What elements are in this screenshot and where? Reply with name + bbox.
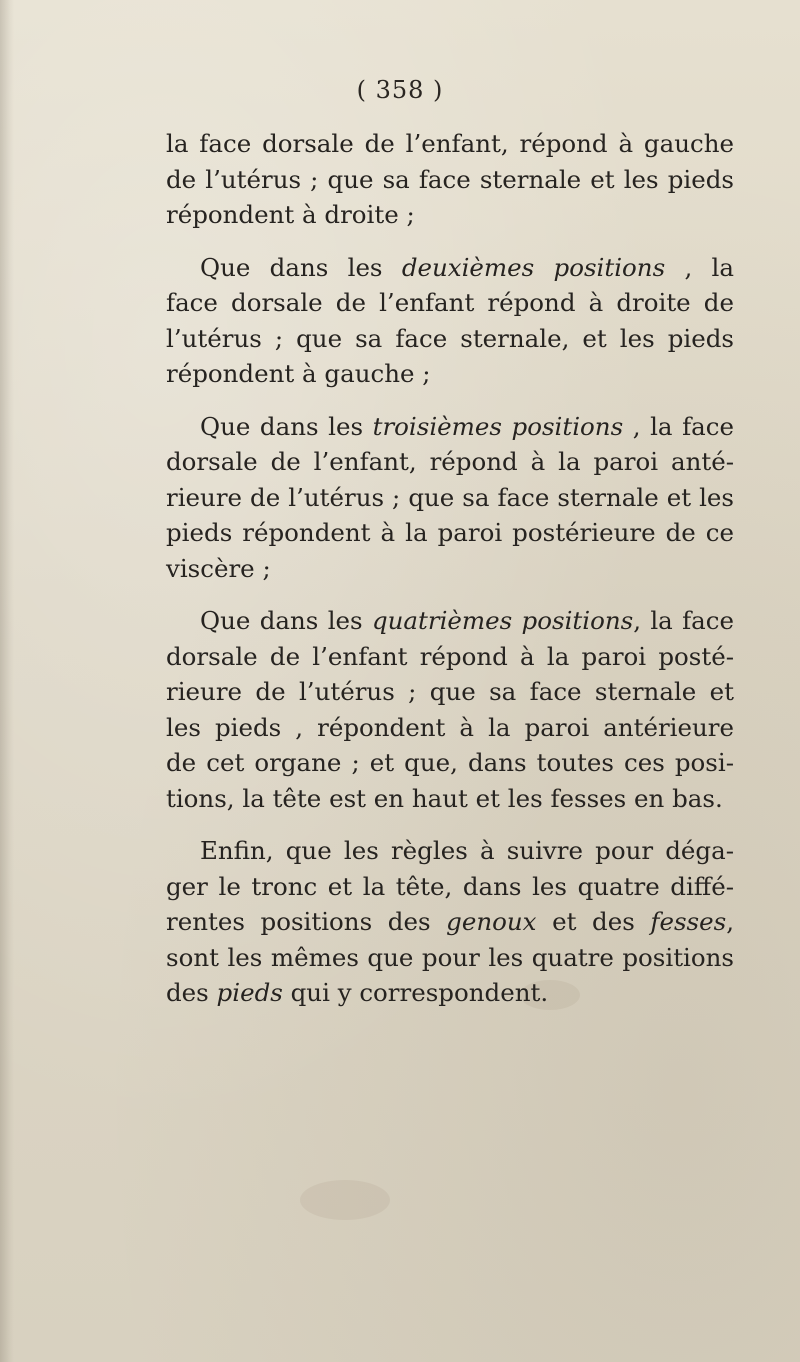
paragraph xyxy=(166,126,734,233)
text-line: répondent à droite ; xyxy=(166,200,415,229)
italic-term: quatrièmes positions xyxy=(371,606,634,635)
italic-term: fesses xyxy=(650,907,727,936)
text-line: les pieds , répondent à la paroi antérieure xyxy=(166,712,734,742)
text-line: pieds répondent à la paroi postérieure de ce xyxy=(166,518,734,547)
text-line: Que dans les troisièmes positions , la face xyxy=(200,411,734,441)
text-line: l’utérus ; que sa face sternale, et les pieds xyxy=(166,323,734,353)
page-number: ( 358 ) xyxy=(356,76,444,104)
text-line: des pieds qui y correspondent. xyxy=(166,978,549,1007)
text-line: de l’utérus ; que sa face sternale et les pieds xyxy=(166,164,734,194)
text-line: rieure de l’utérus ; que sa face sternale et les xyxy=(166,482,734,512)
page-binding-shadow xyxy=(0,0,14,1362)
paragraph xyxy=(166,833,734,1011)
text-line: répondent à gauche ; xyxy=(166,359,431,388)
text-line: dorsale de l’enfant répond à la paroi posté- xyxy=(166,641,734,671)
text-line: Que dans les deuxièmes positions , la xyxy=(200,252,734,282)
italic-term: troisièmes positions xyxy=(372,411,624,441)
text-line: sont les mêmes que pour les quatre positions xyxy=(166,942,734,972)
text-line: rieure de l’utérus ; que sa face sternale et xyxy=(166,677,734,706)
text-line: face dorsale de l’enfant répond à droite de xyxy=(166,288,734,317)
text-line: rentes positions des genoux et des fesses, xyxy=(166,907,734,936)
text-line: Enfin, que les règles à suivre pour déga- xyxy=(200,836,734,865)
text-line: dorsale de l’enfant, répond à la paroi anté- xyxy=(166,447,734,476)
paragraph xyxy=(166,250,734,392)
italic-term: deuxièmes positions xyxy=(401,252,666,282)
text-line: la face dorsale de l’enfant, répond à gauche xyxy=(166,129,734,158)
italic-term: pieds xyxy=(216,978,283,1007)
paragraph xyxy=(166,603,734,816)
text-line: viscère ; xyxy=(166,553,271,583)
text-line: Que dans les quatrièmes positions, la face xyxy=(200,606,734,635)
text-line: ger le tronc et la tête, dans les quatre diffé- xyxy=(166,871,734,901)
italic-term: genoux xyxy=(446,907,537,936)
text-line: tions, la tête est en haut et les fesses en bas. xyxy=(166,783,723,813)
body-text xyxy=(166,126,734,1011)
text-line: de cet organe ; et que, dans toutes ces posi- xyxy=(166,748,734,777)
paper-stain xyxy=(300,1180,390,1220)
paragraph xyxy=(166,409,734,587)
